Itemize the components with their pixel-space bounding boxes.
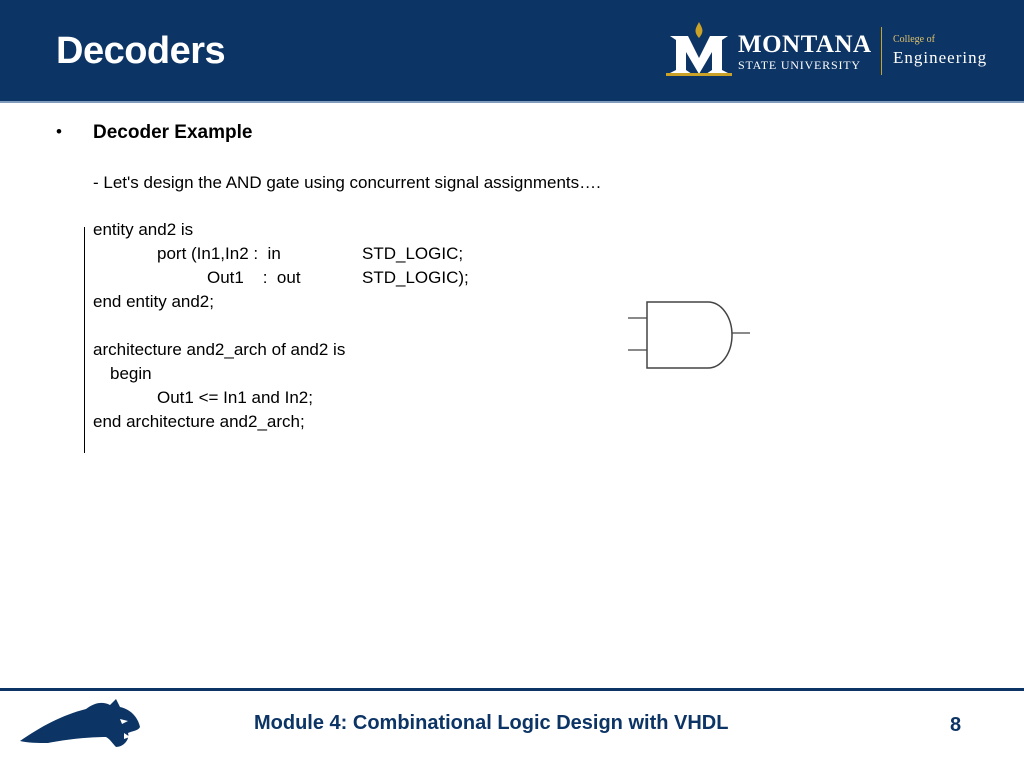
code-port-line: port (In1,In2 : in xyxy=(157,244,281,263)
code-architecture-line: architecture and2_arch of and2 is xyxy=(93,340,346,359)
section-heading: Decoder Example xyxy=(93,122,253,143)
intro-text: - Let's design the AND gate using concurrent signal assignments…. xyxy=(93,173,601,192)
code-block-bar xyxy=(84,227,85,453)
msu-m-logo-icon xyxy=(666,22,732,76)
footer-rule xyxy=(0,688,1024,691)
code-entity-line: entity and2 is xyxy=(93,220,194,239)
logo-state-university-text: STATE UNIVERSITY xyxy=(738,58,861,72)
code-port-type-2: STD_LOGIC); xyxy=(362,268,469,287)
code-port-type-1: STD_LOGIC; xyxy=(362,244,464,263)
code-end-entity: end entity and2; xyxy=(93,292,214,311)
bobcat-logo-icon xyxy=(20,697,142,753)
code-out-line: Out1 : out xyxy=(207,268,301,287)
and-gate-icon xyxy=(626,300,752,370)
logo-montana-text: MONTANA xyxy=(738,31,872,58)
logo-engineering-text: Engineering xyxy=(893,48,988,67)
logo-college-of-text: College of xyxy=(893,34,935,45)
page-number: 8 xyxy=(950,714,962,736)
code-end-architecture: end architecture and2_arch; xyxy=(93,412,305,431)
bullet-marker: • xyxy=(56,122,62,141)
header-rule xyxy=(0,101,1024,103)
code-begin-line: begin xyxy=(110,364,152,383)
code-assign-line: Out1 <= In1 and In2; xyxy=(157,388,313,407)
footer-module-title: Module 4: Combinational Logic Design with VHDL xyxy=(254,712,729,734)
logo-divider xyxy=(881,27,882,75)
slide-title: Decoders xyxy=(56,30,226,72)
